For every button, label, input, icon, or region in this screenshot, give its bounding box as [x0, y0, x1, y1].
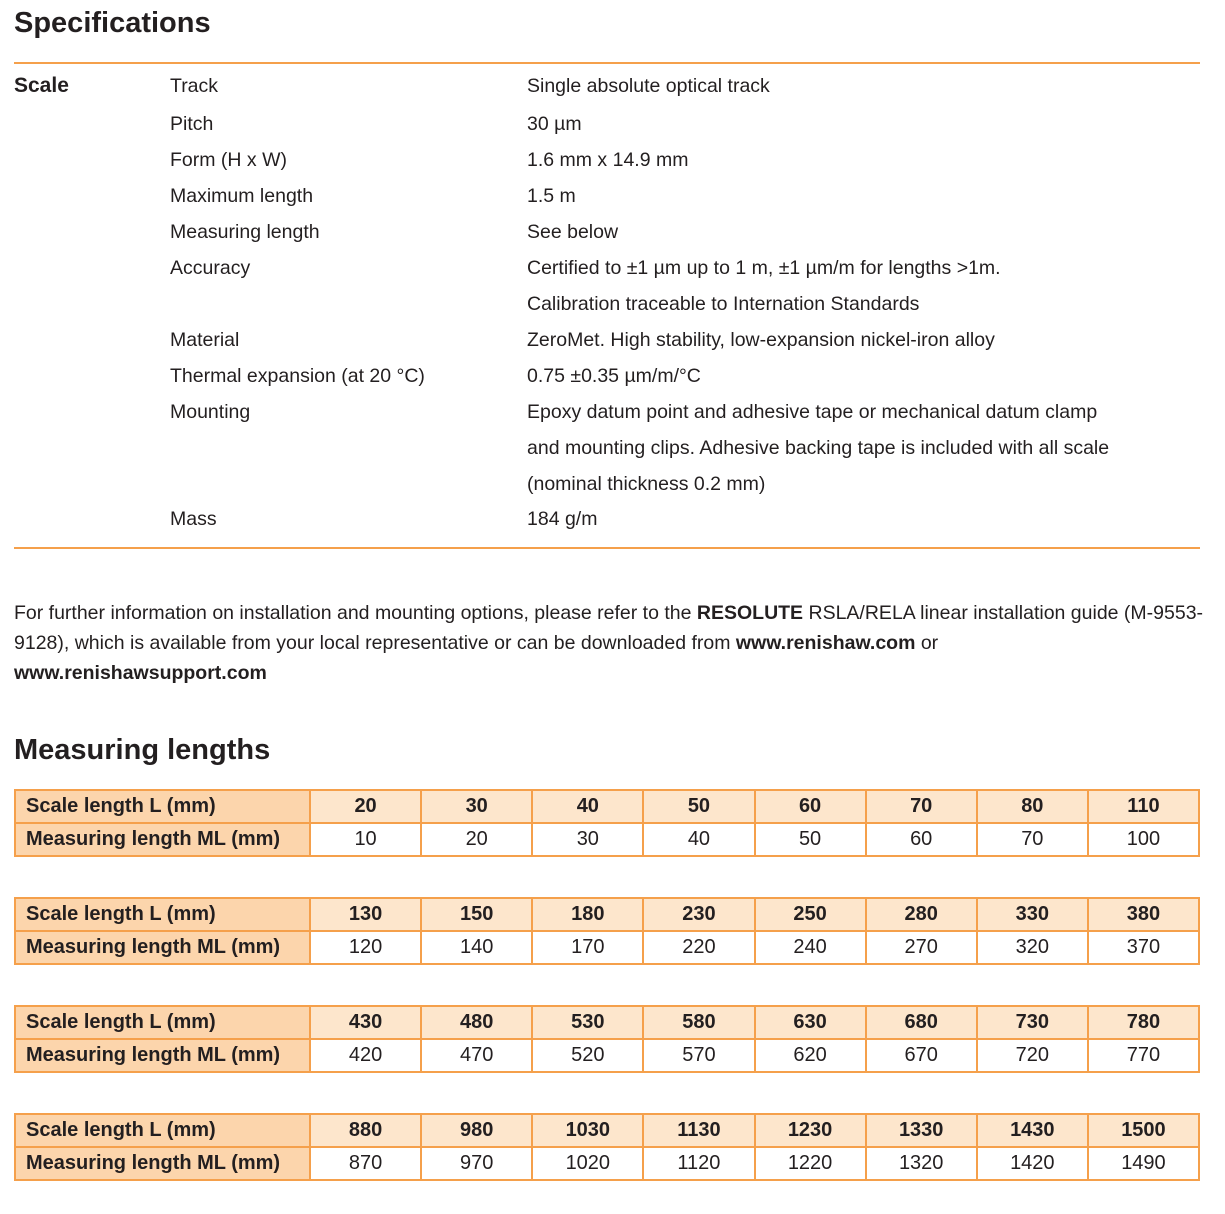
measuring-length-cell: 970 — [421, 1147, 532, 1180]
scale-length-cell: 280 — [866, 898, 977, 931]
spec-category-scale: Scale — [14, 74, 69, 97]
spec-label: Pitch — [170, 113, 214, 135]
measuring-length-cell: 620 — [755, 1039, 866, 1072]
spec-value — [527, 218, 618, 254]
measuring-length-cell: 670 — [866, 1039, 977, 1072]
measuring-lengths-table — [14, 1005, 1200, 1073]
spec-value-line: and mounting clips. Adhesive backing tape is included with all scale — [527, 437, 1110, 459]
measuring-length-cell: 370 — [1088, 931, 1199, 964]
spec-value-line: Epoxy datum point and adhesive tape or mechanical datum clamp — [527, 401, 1098, 423]
scale-length-cell: 30 — [421, 790, 532, 823]
spec-label: Form (H x W) — [170, 149, 287, 171]
row-header: Scale length L (mm) — [15, 1114, 310, 1147]
measuring-length-cell: 140 — [421, 931, 532, 964]
scale-length-cell: 980 — [421, 1114, 532, 1147]
spec-row — [0, 505, 1225, 541]
specifications-title: Specifications — [14, 7, 211, 39]
measuring-length-cell: 70 — [977, 823, 1088, 856]
spec-value-line: (nominal thickness 0.2 mm) — [527, 473, 766, 495]
spec-value-line: Calibration traceable to Internation Standards — [527, 293, 920, 315]
measuring-length-cell: 870 — [310, 1147, 421, 1180]
spec-value — [527, 326, 995, 362]
scale-length-cell: 530 — [532, 1006, 643, 1039]
scale-length-cell: 730 — [977, 1006, 1088, 1039]
measuring-length-row — [15, 1039, 1199, 1072]
scale-length-cell: 380 — [1088, 898, 1199, 931]
scale-length-cell: 230 — [643, 898, 754, 931]
scale-length-cell: 1030 — [532, 1114, 643, 1147]
top-divider — [14, 62, 1200, 64]
scale-length-cell: 110 — [1088, 790, 1199, 823]
spec-value — [527, 110, 582, 146]
scale-length-cell: 70 — [866, 790, 977, 823]
renishaw-support-link[interactable]: www.renishawsupport.com — [14, 662, 267, 684]
spec-value-line: 1.6 mm x 14.9 mm — [527, 149, 689, 171]
info-text: RSLA/RELA linear installation guide (M-9553-9128), which is available from your local representative or can be downloaded from — [14, 602, 1204, 654]
row-header: Measuring length ML (mm) — [15, 1039, 310, 1072]
spec-value-line: 1.5 m — [527, 185, 576, 207]
spec-row — [0, 326, 1225, 362]
measuring-length-cell: 30 — [532, 823, 643, 856]
scale-length-row — [15, 1006, 1199, 1039]
measuring-length-cell: 520 — [532, 1039, 643, 1072]
measuring-length-cell: 1490 — [1088, 1147, 1199, 1180]
scale-length-cell: 580 — [643, 1006, 754, 1039]
measuring-length-cell: 40 — [643, 823, 754, 856]
scale-length-cell: 50 — [643, 790, 754, 823]
measuring-length-cell: 420 — [310, 1039, 421, 1072]
measuring-length-cell: 170 — [532, 931, 643, 964]
spec-value — [527, 398, 1109, 506]
measuring-length-cell: 570 — [643, 1039, 754, 1072]
measuring-length-cell: 470 — [421, 1039, 532, 1072]
scale-length-cell: 250 — [755, 898, 866, 931]
measuring-length-cell: 1120 — [643, 1147, 754, 1180]
spec-value-line: 0.75 ±0.35 µm/m/°C — [527, 365, 701, 387]
scale-length-cell: 780 — [1088, 1006, 1199, 1039]
scale-length-row — [15, 898, 1199, 931]
measuring-length-cell: 770 — [1088, 1039, 1199, 1072]
spec-row — [0, 218, 1225, 254]
row-header: Measuring length ML (mm) — [15, 823, 310, 856]
spec-row — [0, 254, 1225, 315]
spec-value-line: See below — [527, 221, 619, 243]
spec-label: Material — [170, 329, 240, 351]
scale-length-cell: 630 — [755, 1006, 866, 1039]
spec-row — [0, 146, 1225, 182]
spec-value-line: 30 µm — [527, 113, 582, 135]
measuring-lengths-table — [14, 1113, 1200, 1181]
scale-length-cell: 1330 — [866, 1114, 977, 1147]
scale-length-cell: 40 — [532, 790, 643, 823]
scale-length-cell: 1130 — [643, 1114, 754, 1147]
measuring-length-row — [15, 931, 1199, 964]
measuring-length-cell: 60 — [866, 823, 977, 856]
measuring-length-row — [15, 1147, 1199, 1180]
spec-value — [527, 72, 770, 108]
measuring-length-cell: 10 — [310, 823, 421, 856]
renishaw-link[interactable]: www.renishaw.com — [735, 632, 916, 654]
scale-length-cell: 430 — [310, 1006, 421, 1039]
spec-label: Mass — [170, 508, 217, 530]
scale-length-cell: 60 — [755, 790, 866, 823]
measuring-length-cell: 270 — [866, 931, 977, 964]
spec-label: Thermal expansion (at 20 °C) — [170, 365, 425, 387]
spec-value — [527, 146, 688, 182]
spec-row — [0, 72, 1225, 108]
info-text: or — [915, 632, 939, 654]
measuring-length-cell: 720 — [977, 1039, 1088, 1072]
measuring-lengths-table — [14, 789, 1200, 857]
measuring-lengths-table — [14, 897, 1200, 965]
spec-label: Track — [170, 75, 219, 97]
bottom-divider — [14, 547, 1200, 549]
measuring-length-cell: 50 — [755, 823, 866, 856]
spec-value-line: Single absolute optical track — [527, 75, 770, 97]
scale-length-cell: 80 — [977, 790, 1088, 823]
scale-length-cell: 1500 — [1088, 1114, 1199, 1147]
row-header: Measuring length ML (mm) — [15, 1147, 310, 1180]
measuring-length-cell: 1020 — [532, 1147, 643, 1180]
spec-value — [527, 362, 701, 398]
measuring-length-cell: 100 — [1088, 823, 1199, 856]
measuring-length-cell: 220 — [643, 931, 754, 964]
measuring-lengths-title: Measuring lengths — [14, 734, 271, 766]
info-text: For further information on installation and mounting options, please refer to the — [14, 602, 697, 624]
scale-length-cell: 1230 — [755, 1114, 866, 1147]
spec-label: Accuracy — [170, 257, 251, 279]
measuring-length-cell: 20 — [421, 823, 532, 856]
row-header: Measuring length ML (mm) — [15, 931, 310, 964]
spec-row — [0, 362, 1225, 398]
scale-length-row — [15, 1114, 1199, 1147]
measuring-length-cell: 240 — [755, 931, 866, 964]
row-header: Scale length L (mm) — [15, 898, 310, 931]
measuring-length-cell: 1320 — [866, 1147, 977, 1180]
spec-label: Maximum length — [170, 185, 314, 207]
spec-label: Mounting — [170, 401, 251, 423]
spec-row — [0, 110, 1225, 146]
spec-row — [0, 182, 1225, 218]
measuring-length-row — [15, 823, 1199, 856]
spec-value — [527, 254, 1001, 326]
scale-length-cell: 1430 — [977, 1114, 1088, 1147]
further-info-paragraph — [14, 598, 1214, 688]
row-header: Scale length L (mm) — [15, 1006, 310, 1039]
spec-label: Measuring length — [170, 221, 320, 243]
scale-length-cell: 20 — [310, 790, 421, 823]
scale-length-cell: 680 — [866, 1006, 977, 1039]
scale-length-cell: 330 — [977, 898, 1088, 931]
spec-value-line: 184 g/m — [527, 508, 598, 530]
scale-length-row — [15, 790, 1199, 823]
brand-name: RESOLUTE — [696, 602, 804, 624]
measuring-length-cell: 1220 — [755, 1147, 866, 1180]
scale-length-cell: 180 — [532, 898, 643, 931]
measuring-length-cell: 320 — [977, 931, 1088, 964]
measuring-length-cell: 1420 — [977, 1147, 1088, 1180]
spec-value — [527, 182, 576, 218]
scale-length-cell: 150 — [421, 898, 532, 931]
spec-value-line: Certified to ±1 µm up to 1 m, ±1 µm/m for lengths >1m. — [527, 257, 1001, 279]
spec-value-line: ZeroMet. High stability, low-expansion nickel-iron alloy — [527, 329, 995, 351]
spec-value — [527, 505, 597, 541]
measuring-length-cell: 120 — [310, 931, 421, 964]
scale-length-cell: 480 — [421, 1006, 532, 1039]
scale-length-cell: 130 — [310, 898, 421, 931]
scale-length-cell: 880 — [310, 1114, 421, 1147]
spec-row — [0, 398, 1225, 495]
row-header: Scale length L (mm) — [15, 790, 310, 823]
